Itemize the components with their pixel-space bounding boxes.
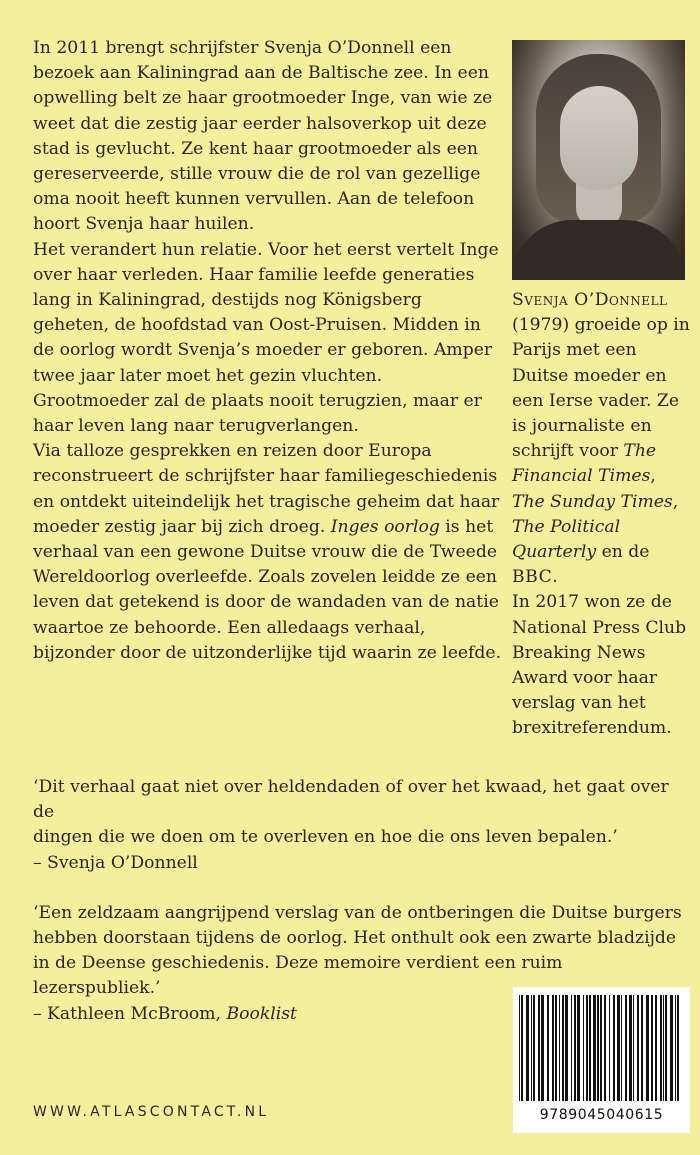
author-bio xyxy=(512,288,694,742)
barcode-bar xyxy=(651,995,653,1101)
barcode-bar xyxy=(541,995,544,1101)
barcode-bar xyxy=(562,995,564,1101)
barcode-bar xyxy=(565,995,568,1101)
barcode-bar xyxy=(547,995,549,1101)
barcode-bar xyxy=(574,995,576,1101)
barcode-bar xyxy=(571,995,572,1101)
quote-1-line-2: dingen die we doen om te overleven en hoe die ons leven bepalen.’ xyxy=(33,827,618,848)
blurb-paragraph-3-start: Via talloze gesprekken en reizen door Europa reconstrueert de schrijfster haar familiegeschiedenis en ontdekt uiteindelijk het tragische geheim dat haar moeder zestig jaar bij zich droeg. xyxy=(33,441,500,537)
author-bio-text-2: en de xyxy=(596,542,650,563)
barcode-bar xyxy=(613,995,615,1101)
barcode-bar xyxy=(586,995,588,1101)
barcode-bar xyxy=(663,995,664,1101)
blurb-paragraph-2: Het verandert hun relatie. Voor het eerst vertelt Inge over haar verleden. Haar familie leefde generaties lang in Kaliningrad, destijds nog Königsberg geheten, de hoofdstad van Oost-Pruisen. Midden in de oorlog wordt Svenja’s moeder er geboren. Amper twee jaar later moet het gezin vluchten. Grootmoeder zal de plaats nooit terugzien, maar er haar leven lang naar terugverlangen. xyxy=(33,239,499,437)
barcode-bar xyxy=(637,995,639,1101)
barcode-bar xyxy=(531,995,532,1101)
barcode-bar xyxy=(593,995,596,1101)
publication-1: The Financial Times xyxy=(512,441,657,487)
barcode-bar xyxy=(519,995,520,1101)
quote-2-attribution: – Kathleen McBroom, xyxy=(33,1003,227,1024)
barcode-bar xyxy=(559,995,560,1101)
barcode-bar xyxy=(600,995,602,1101)
barcode-bar xyxy=(589,995,591,1101)
barcode-bar xyxy=(555,995,557,1101)
quote-2-line-1: ‘Een zeldzaam aangrijpend verslag van de ontberingen die Duitse burgers xyxy=(33,902,682,923)
quote-2-line-2: hebben doorstaan tijdens de oorlog. Het onthult ook een zwarte bladzijde xyxy=(33,928,677,949)
quote-1-attribution: – Svenja O’Donnell xyxy=(33,852,198,873)
barcode-bar xyxy=(670,995,673,1101)
barcode-bar xyxy=(583,995,584,1101)
barcode-bar xyxy=(621,995,622,1101)
barcode-bar xyxy=(655,995,657,1101)
barcode-number: 9789045040615 xyxy=(539,1107,664,1123)
quote-2-line-3: in de Deense geschiedenis. Deze memoire verdient een ruim lezerspubliek.’ xyxy=(33,953,563,999)
barcode-bar xyxy=(660,995,662,1101)
barcode-bar xyxy=(577,995,580,1101)
barcode-bar xyxy=(641,995,643,1101)
author-bio-text-1: (1979) groeide op in Parijs met een Duitse moeder en een Ierse vader. Ze is journaliste en schrijft voor xyxy=(512,315,690,462)
barcode-bar xyxy=(552,995,554,1101)
author-bio-paragraph-1: Svenja O’Donnell (1979) groeide op in Parijs met een Duitse moeder en een Ierse vader. Ze is journaliste en schrijft voor The Financial Times, The Sunday Times, The Political Quarterly en de BBC. xyxy=(512,290,690,588)
barcode-bar xyxy=(538,995,540,1101)
barcode-bar xyxy=(533,995,535,1101)
barcode-bar xyxy=(625,995,627,1101)
barcode-bar xyxy=(677,995,679,1101)
barcode-bar xyxy=(665,995,667,1101)
barcode-bar xyxy=(604,995,606,1101)
barcode-bar xyxy=(609,995,610,1101)
barcode-bars xyxy=(517,995,686,1101)
back-cover-blurb xyxy=(33,36,503,666)
barcode-bar xyxy=(597,995,599,1101)
author-photo xyxy=(512,40,685,280)
quote-1 xyxy=(33,775,683,876)
bbc-label: BBC xyxy=(512,567,553,588)
barcode-bar xyxy=(646,995,649,1101)
book-title: Inges oorlog xyxy=(330,516,440,537)
barcode-bar xyxy=(526,995,529,1101)
publisher-website: WWW.ATLASCONTACT.NL xyxy=(33,1104,270,1120)
blurb-paragraph-3 xyxy=(33,439,503,666)
author-bio-paragraph-2: In 2017 won ze de National Press Club Breaking News Award voor haar verslag van het brexitreferendum. xyxy=(512,592,687,739)
blurb-paragraph-3-end: is het verhaal van een gewone Duitse vrouw die de Tweede Wereldoorlog overleefde. Zoals zovelen leidde ze een leven dat getekend is door de wandaden van de natie waartoe ze behoorde. Een alledaags verhaal, bijzonder door de uitzonderlijke tijd waarin ze leefde. xyxy=(33,516,502,663)
barcode-bar xyxy=(633,995,634,1101)
publication-2: The Sunday Times xyxy=(512,491,673,512)
barcode-bar xyxy=(629,995,632,1101)
isbn-barcode xyxy=(513,987,690,1133)
author-name: Svenja O’Donnell xyxy=(512,290,668,310)
blurb-paragraph-1: In 2011 brengt schrijfster Svenja O’Donnell een bezoek aan Kaliningrad aan de Baltische zee. In een opwelling belt ze haar grootmoeder Inge, van wie ze weet dat die zestig jaar eerder halsoverkop uit deze stad is gevlucht. Ze kent haar grootmoeder als een gereserveerde, stille vrouw die de rol van gezellige oma nooit heeft kunnen vervullen. Aan de telefoon hoort Svenja haar huilen. xyxy=(33,38,493,235)
barcode-bar xyxy=(521,995,523,1101)
barcode-bar xyxy=(675,995,676,1101)
publication-3: The Political Quarterly xyxy=(512,516,621,563)
barcode-bar xyxy=(617,995,620,1101)
quote-2-source: Booklist xyxy=(226,1003,297,1024)
quote-1-line-1: ‘Dit verhaal gaat niet over heldendaden of over het kwaad, het gaat over de xyxy=(33,777,669,823)
